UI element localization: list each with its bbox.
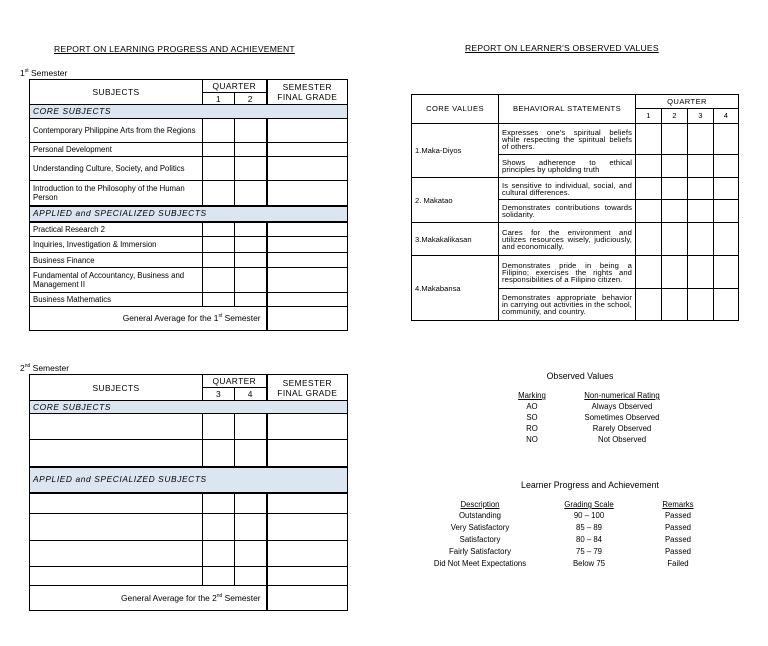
quarter-2-header: 2 xyxy=(662,109,688,124)
remarks-header: Remarks xyxy=(662,500,694,509)
table-row xyxy=(30,181,348,206)
table-row xyxy=(412,178,739,200)
subjects-header: SUBJECTS xyxy=(30,80,203,105)
final-grade-header: SEMESTER FINAL GRADE xyxy=(267,375,348,401)
applied-subjects-label: APPLIED and SPECIALIZED SUBJECTS xyxy=(30,467,348,493)
list-item: SO Sometimes Observed xyxy=(526,413,660,422)
behavioral-statement: Demonstrates appropriate behavior in carrying out activities in the school, community, and country. xyxy=(499,289,636,321)
list-item: Fairly Satisfactory 75 – 79 Passed xyxy=(449,547,691,556)
table-row xyxy=(30,493,348,514)
observed-values-legend xyxy=(490,371,670,445)
grading-scale-header: Grading Scale xyxy=(564,500,614,509)
table-row xyxy=(412,223,739,256)
core-value-name: 4.Makabansa xyxy=(412,256,499,321)
core-value-name: 3.Makakalikasan xyxy=(412,223,499,256)
list-item: NO Not Observed xyxy=(526,435,647,444)
table-row xyxy=(412,256,739,289)
general-average-label: General Average for the 1st Semester xyxy=(30,307,267,331)
subject-name: Introduction to the Philosophy of the Human Person xyxy=(30,181,203,206)
behavioral-statement: Demonstrates pride in being a Filipino; exercises the rights and responsibilities of a Filipino citizen. xyxy=(499,256,636,289)
table-row xyxy=(30,237,348,253)
subject-name: Inquiries, Investigation & Immersion xyxy=(30,237,203,253)
semester-2-label: 2nd Semester xyxy=(20,363,70,373)
general-average-value xyxy=(267,307,348,331)
core-subjects-label: CORE SUBJECTS xyxy=(30,105,348,119)
quarter-header: QUARTER xyxy=(636,95,739,109)
behavioral-statement: Expresses one's spiritual beliefs while respecting the spiritual beliefs of others. xyxy=(499,124,636,155)
quarter-3-header: 3 xyxy=(203,388,235,401)
quarter-1-header: 1 xyxy=(203,93,235,105)
rating-header: Non-numerical Rating xyxy=(584,391,660,400)
table-row xyxy=(30,293,348,307)
list-item: Very Satisfactory 85 – 89 Passed xyxy=(450,523,691,532)
subject-name: Practical Research 2 xyxy=(30,222,203,237)
list-item: Outstanding 90 – 100 Passed xyxy=(458,511,691,520)
semester-1-label: 1st Semester xyxy=(20,68,68,78)
behavioral-statement: Is sensitive to individual, social, and cultural differences. xyxy=(499,178,636,200)
quarter-4-header: 4 xyxy=(235,388,267,401)
table-row xyxy=(30,157,348,181)
subject-name: Understanding Culture, Society, and Politics xyxy=(30,157,203,181)
table-row xyxy=(30,222,348,237)
core-values-header: CORE VALUES xyxy=(412,95,499,124)
quarter-3-header: 3 xyxy=(688,109,714,124)
observed-values-legend-title: Observed Values xyxy=(546,371,614,381)
table-row xyxy=(30,440,348,467)
quarter-header: QUARTER xyxy=(203,80,267,93)
subjects-header: SUBJECTS xyxy=(30,375,203,401)
table-row xyxy=(30,143,348,157)
list-item: Satisfactory 80 – 84 Passed xyxy=(459,535,691,544)
table-row xyxy=(30,119,348,143)
behavioral-statement: Demonstrates contributions towards solidarity. xyxy=(499,200,636,223)
core-value-name: 1.Maka-Diyos xyxy=(412,124,499,178)
learner-progress-legend xyxy=(418,480,720,570)
learning-progress-title: REPORT ON LEARNING PROGRESS AND ACHIEVEMENT xyxy=(54,44,295,54)
table-row xyxy=(30,514,348,541)
subject-name: Fundamental of Accountancy, Business and Management II xyxy=(30,268,203,293)
behavioral-statement: Cares for the environment and utilizes resources wisely, judiciously, and economically. xyxy=(499,223,636,256)
table-row xyxy=(412,124,739,155)
behavioral-statements-header: BEHAVIORAL STATEMENTS xyxy=(499,95,636,124)
core-value-name: 2. Makatao xyxy=(412,178,499,223)
subject-name: Personal Development xyxy=(30,143,203,157)
table-row xyxy=(30,567,348,586)
subject-name: Business Mathematics xyxy=(30,293,203,307)
core-subjects-label: CORE SUBJECTS xyxy=(30,401,348,414)
general-average-label: General Average for the 2nd Semester xyxy=(30,586,267,611)
table-row xyxy=(30,253,348,268)
subject-name: Contemporary Philippine Arts from the Regions xyxy=(30,119,203,143)
subject-name: Business Finance xyxy=(30,253,203,268)
behavioral-statement: Shows adherence to ethical principles by upholding truth xyxy=(499,155,636,178)
list-item: AO Always Observed xyxy=(526,402,653,411)
table-row xyxy=(30,268,348,293)
general-average-value xyxy=(267,586,348,611)
quarter-1-header: 1 xyxy=(636,109,662,124)
quarter-2-header: 2 xyxy=(235,93,267,105)
observed-values-title: REPORT ON LEARNER'S OBSERVED VALUES xyxy=(465,43,659,53)
semester-2-table xyxy=(29,374,348,611)
final-grade-header: SEMESTER FINAL GRADE xyxy=(267,80,348,105)
marking-header: Marking xyxy=(518,391,546,400)
description-header: Description xyxy=(460,500,500,509)
quarter-4-header: 4 xyxy=(714,109,739,124)
applied-subjects-label: APPLIED and SPECIALIZED SUBJECTS xyxy=(30,206,348,222)
quarter-header: QUARTER xyxy=(203,375,267,388)
table-row xyxy=(30,541,348,567)
learner-progress-legend-title: Learner Progress and Achievement xyxy=(521,480,659,490)
list-item: RO Rarely Observed xyxy=(526,424,652,433)
semester-1-table xyxy=(29,79,348,331)
table-row xyxy=(30,414,348,440)
list-item: Did Not Meet Expectations Below 75 Failed xyxy=(433,559,689,568)
core-values-table xyxy=(411,94,739,321)
